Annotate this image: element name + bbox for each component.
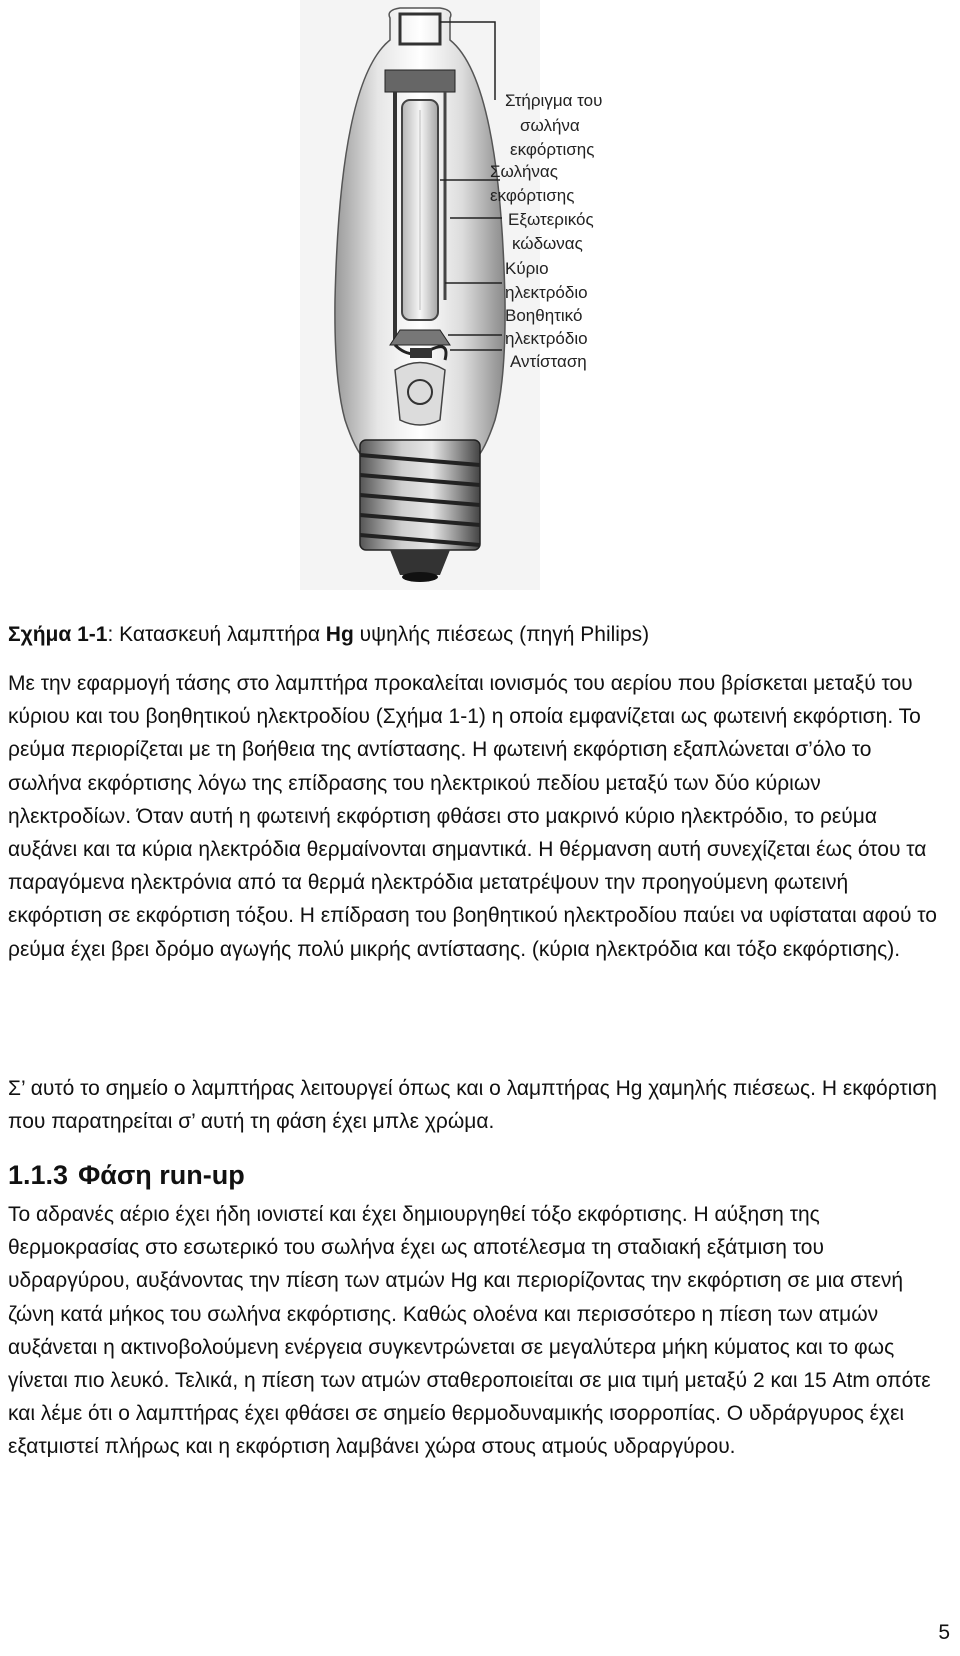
figure-label-7: κώδωνας: [512, 234, 583, 253]
figure-label-3: εκφόρτισης: [510, 140, 595, 159]
figure-label-9: ηλεκτρόδιο: [505, 283, 588, 302]
figure-label-12: Αντίσταση: [510, 352, 587, 371]
lamp-figure: [300, 0, 680, 600]
caption-text-after: υψηλής πιέσεως (πηγή Philips): [353, 623, 650, 646]
paragraph-run-up: Το αδρανές αέριο έχει ήδη ιονιστεί και έχει δημιουργηθεί τόξο εκφόρτισης. Η αύξηση της θερμοκρασίας στο εσωτερικό του σωλήνα έχει ως αποτέλεσμα τη σταδιακή εξάτμιση του υδραργύρου, αυξάνοντας την πίεση των ατμών Hg και περιορίζοντας την εκφόρτιση σε μια στενή ζώνη κατά μήκος του σωλήνα εκφόρτισης. Καθώς ολοένα και περισσότερο η πίεση των ατμών αυξάνεται η ακτινοβολούμενη ενέργεια συγκεντρώνεται σε μεγαλύτερα μήκη κύματος και το φως γίνεται πιο λευκό. Τελικά, η πίεση των ατμών σταθεροποιείται σε μια τιμή μεταξύ 2 και 15 Atm οπότε και λέμε ότι ο λαμπτήρας έχει φθάσει σε σημείο θερμοδυναμικής ισορροπίας. Ο υδράργυρος έχει εξατμιστεί πλήρως και η εκφόρτιση λαμβάνει χώρα στους ατμούς υδραργύρου.: [8, 1203, 931, 1459]
figure-label-11: ηλεκτρόδιο: [505, 329, 588, 348]
caption-text-before: : Κατασκευή λαμπτήρα: [107, 623, 326, 646]
figure-label-8: Κύριο: [505, 259, 549, 278]
section-heading: [8, 1158, 245, 1192]
figure-label-5: εκφόρτισης: [490, 186, 575, 205]
caption-prefix: Σχήμα 1-1: [8, 623, 108, 646]
figure-label-6: Εξωτερικός: [508, 210, 594, 229]
figure-label-2: σωλήνα: [520, 116, 580, 135]
paragraph-ignition: Με την εφαρμογή τάσης στο λαμπτήρα προκαλείται ιονισμός του αερίου που βρίσκεται μεταξύ του κύριου και του βοηθητικού ηλεκτροδίου (Σχήμα 1-1) η οποία εμφανίζεται ως φωτεινή εκφόρτιση. Το ρεύμα περιορίζεται με τη βοήθεια της αντίστασης. Η φωτεινή εκφόρτιση εξαπλώνεται σ’όλο το σωλήνα εκφόρτισης λόγω της επίδρασης του ηλεκτρικού πεδίου μεταξύ των δύο κύριων ηλεκτροδίων. Όταν αυτή η φωτεινή εκφόρτιση φθάσει στο μακρινό κύριο ηλεκτρόδιο, το ρεύμα αυξάνει και τα κύρια ηλεκτρόδια θερμαίνονται σημαντικά. Η θέρμανση αυτή συνεχίζεται έως ότου τα παραγόμενα ηλεκτρόνια από τα θερμά ηλεκτρόδια μετατρέψουν την προηγούμενη φωτεινή εκφόρτιση σε εκφόρτιση τόξου. Η επίδραση του βοηθητικού ηλεκτροδίου παύει να υφίσταται αφού το ρεύμα έχει βρει δρόμο αγωγής πολύ μικρής αντίστασης. (κύρια ηλεκτρόδια και τόξο εκφόρτισης).: [8, 672, 937, 961]
figure-label-10: Βοηθητικό: [505, 306, 583, 325]
caption-element: Hg: [325, 623, 354, 646]
figure-caption: [8, 620, 948, 650]
paragraph-low-pressure: Σ’ αυτό το σημείο ο λαμπτήρας λειτουργεί όπως και ο λαμπτήρας Hg χαμηλής πιέσεως. Η εκφόρτιση που παρατηρείται σ’ αυτή τη φάση έχει μπλε χρώμα.: [8, 1077, 937, 1134]
section-title: Φάση run-up: [78, 1160, 245, 1190]
figure-label-4: Σωλήνας: [490, 162, 558, 181]
section-number: 1.1.3: [8, 1160, 69, 1190]
page-number: 5: [938, 1621, 950, 1644]
figure-label-1: Στήριγμα του: [505, 91, 603, 110]
lamp-illustration: [300, 0, 680, 600]
